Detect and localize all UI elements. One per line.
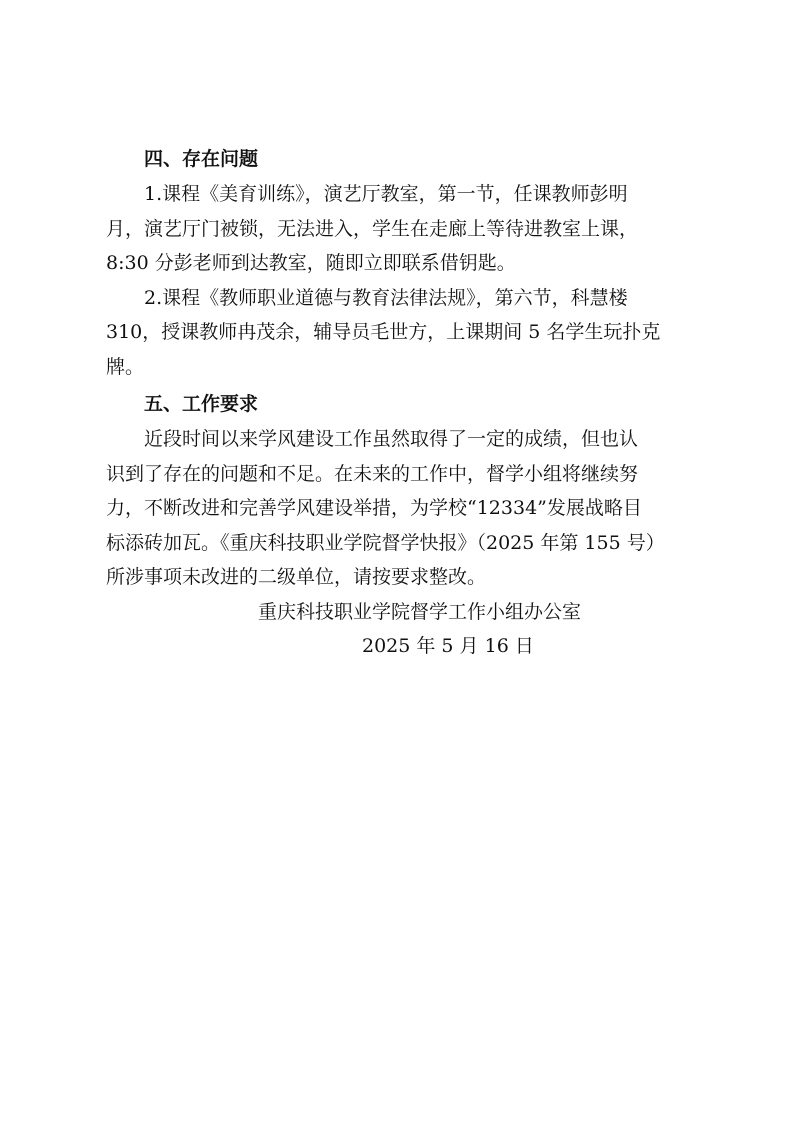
section-4-item-1: [106, 177, 696, 281]
section-4-item-2: [106, 281, 696, 385]
paragraph-line: 牌。: [106, 355, 145, 378]
paragraph-line: 力，不断改进和完善学风建设举措，为学校“12334”发展战略目: [106, 497, 642, 519]
paragraph-line: 310，授课教师冉茂余，辅导员毛世方，上课期间 5 名学生玩扑克: [106, 321, 661, 343]
paragraph-line: 8:30 分彭老师到达教室，随即立即联系借钥匙。: [106, 252, 516, 274]
signature-organization: 重庆科技职业学院督学工作小组办公室: [258, 600, 582, 623]
section-5-paragraph: [106, 422, 696, 595]
paragraph-line: 所涉事项未改进的二级单位，请按要求整改。: [106, 566, 487, 588]
document-body: [106, 142, 696, 664]
paragraph-line: 1.课程《美育训练》，演艺厅教室，第一节，任课教师彭明: [144, 183, 628, 205]
paragraph-line: 月，演艺厅门被锁，无法进入，学生在走廊上等待进教室上课，: [106, 217, 639, 240]
paragraph-line: 近段时间以来学风建设工作虽然取得了一定的成绩，但也认: [144, 428, 639, 450]
section-4-heading: 四、存在问题: [144, 148, 259, 170]
paragraph-line: 标添砖加瓦。《重庆科技职业学院督学快报》（2025 年第 155 号）: [106, 531, 665, 554]
section-5-heading: 五、工作要求: [144, 393, 259, 415]
paragraph-line: 识到了存在的问题和不足。在未来的工作中，督学小组将继续努: [106, 462, 639, 485]
signature-date: 2025 年 5 月 16 日: [362, 635, 534, 657]
paragraph-line: 2.课程《教师职业道德与教育法律法规》，第六节，科慧楼: [144, 286, 628, 309]
